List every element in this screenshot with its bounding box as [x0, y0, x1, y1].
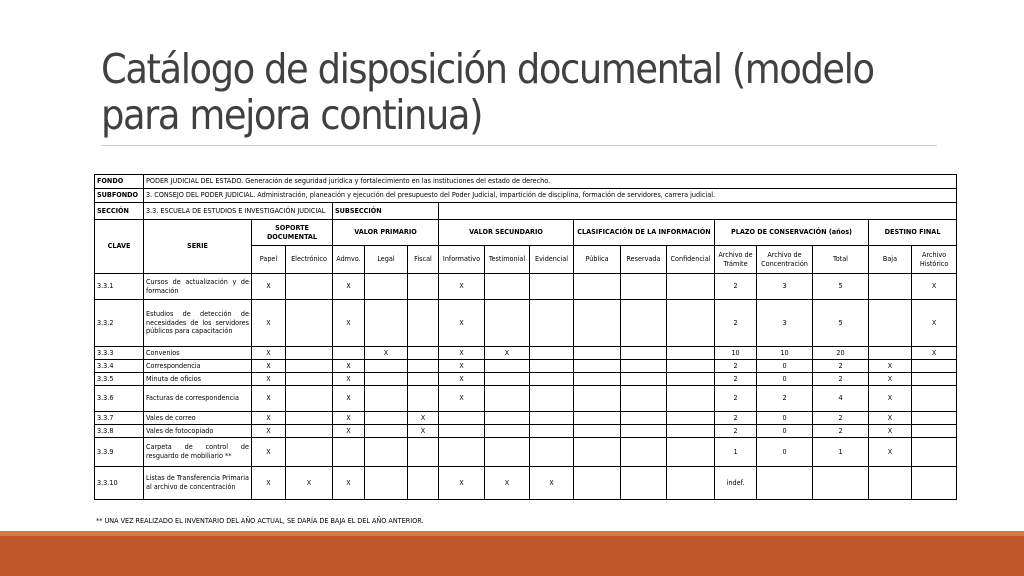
value-cell [485, 438, 530, 467]
value-cell: 0 [757, 412, 813, 425]
subheader-cell: Total [813, 246, 869, 274]
serie-cell: Vales de correo [144, 412, 252, 425]
value-cell: 2 [715, 274, 757, 300]
subseccion-value [439, 203, 957, 220]
value-cell [667, 347, 715, 360]
value-cell [365, 412, 408, 425]
table-row [95, 412, 957, 425]
table-row [95, 360, 957, 373]
value-cell: 3 [757, 300, 813, 347]
slide-title: Catálogo de disposición documental (modelo para mejora continua) [101, 45, 874, 139]
value-cell: 1 [813, 438, 869, 467]
fondo-label: FONDO [95, 175, 144, 189]
value-cell: 2 [813, 360, 869, 373]
table-row [95, 300, 957, 347]
value-cell: 2 [757, 386, 813, 412]
disposition-catalog-table [94, 174, 957, 500]
value-cell: X [869, 386, 912, 412]
value-cell: X [869, 373, 912, 386]
value-cell [530, 412, 574, 425]
clave-cell: 3.3.1 [95, 274, 144, 300]
value-cell [408, 467, 439, 500]
value-cell [667, 412, 715, 425]
subheader-cell: Archivo de Trámite [715, 246, 757, 274]
subheader-cell: Electrónico [286, 246, 333, 274]
value-cell: X [333, 412, 365, 425]
value-cell: X [912, 347, 957, 360]
value-cell [912, 425, 957, 438]
value-cell: X [439, 347, 485, 360]
subheader-cell: Archivo de Concentración [757, 246, 813, 274]
value-cell [530, 347, 574, 360]
value-cell [530, 386, 574, 412]
value-cell [365, 425, 408, 438]
value-cell [485, 425, 530, 438]
clave-cell: 3.3.10 [95, 467, 144, 500]
value-cell: X [252, 373, 286, 386]
value-cell [408, 360, 439, 373]
value-cell [574, 438, 621, 467]
value-cell [667, 360, 715, 373]
table-row [95, 467, 957, 500]
value-cell [574, 467, 621, 500]
value-cell [621, 274, 667, 300]
value-cell: X [530, 467, 574, 500]
header-valor-secundario: VALOR SECUNDARIO [439, 220, 574, 246]
clave-cell: 3.3.4 [95, 360, 144, 373]
value-cell [408, 274, 439, 300]
value-cell [408, 300, 439, 347]
value-cell [286, 347, 333, 360]
value-cell: 2 [715, 425, 757, 438]
value-cell: 2 [715, 300, 757, 347]
value-cell: 4 [813, 386, 869, 412]
value-cell [530, 373, 574, 386]
value-cell [667, 425, 715, 438]
value-cell [530, 300, 574, 347]
value-cell [574, 412, 621, 425]
serie-cell: Listas de Transferencia Primaria al archivo de concentración [144, 467, 252, 500]
value-cell: 2 [715, 360, 757, 373]
value-cell: 0 [757, 438, 813, 467]
value-cell [574, 360, 621, 373]
value-cell: X [408, 425, 439, 438]
footer-accent-bar [0, 531, 1024, 576]
value-cell [912, 360, 957, 373]
serie-cell: Carpeta de control de resguardo de mobiliario ** [144, 438, 252, 467]
serie-cell: Convenios [144, 347, 252, 360]
value-cell: X [912, 300, 957, 347]
value-cell [530, 360, 574, 373]
header-serie: SERIE [144, 220, 252, 274]
value-cell [574, 347, 621, 360]
value-cell [408, 373, 439, 386]
value-cell [439, 425, 485, 438]
value-cell [621, 373, 667, 386]
value-cell [574, 300, 621, 347]
value-cell [408, 386, 439, 412]
value-cell [869, 347, 912, 360]
value-cell: X [252, 467, 286, 500]
value-cell [530, 274, 574, 300]
value-cell: X [869, 360, 912, 373]
value-cell [485, 360, 530, 373]
seccion-value: 3.3. ESCUELA DE ESTUDIOS E INVESTIGACIÓN JUDICIAL [144, 203, 333, 220]
value-cell: 10 [757, 347, 813, 360]
value-cell: 2 [715, 412, 757, 425]
value-cell [365, 386, 408, 412]
value-cell [667, 467, 715, 500]
value-cell [757, 467, 813, 500]
value-cell: 0 [757, 425, 813, 438]
value-cell: X [485, 347, 530, 360]
header-plazo: PLAZO DE CONSERVACIÓN (años) [715, 220, 869, 246]
value-cell: X [333, 300, 365, 347]
value-cell: X [252, 347, 286, 360]
value-cell [869, 467, 912, 500]
value-cell [574, 274, 621, 300]
value-cell: X [912, 274, 957, 300]
value-cell: 0 [757, 360, 813, 373]
value-cell [912, 467, 957, 500]
seccion-label: SECCIÓN [95, 203, 144, 220]
subheader-cell: Admvo. [333, 246, 365, 274]
value-cell [667, 386, 715, 412]
value-cell: 2 [715, 373, 757, 386]
value-cell [485, 373, 530, 386]
subheader-cell: Confidencial [667, 246, 715, 274]
value-cell [912, 373, 957, 386]
value-cell [621, 300, 667, 347]
value-cell [813, 467, 869, 500]
serie-cell: Correspondencia [144, 360, 252, 373]
value-cell [621, 360, 667, 373]
value-cell: X [439, 360, 485, 373]
subheader-cell: Fiscal [408, 246, 439, 274]
value-cell: X [333, 360, 365, 373]
value-cell [365, 274, 408, 300]
value-cell: X [252, 274, 286, 300]
value-cell: X [408, 412, 439, 425]
value-cell: X [252, 386, 286, 412]
value-cell [530, 425, 574, 438]
value-cell: X [252, 425, 286, 438]
value-cell [439, 438, 485, 467]
value-cell [912, 386, 957, 412]
value-cell: 2 [715, 386, 757, 412]
value-cell [621, 347, 667, 360]
value-cell: X [333, 373, 365, 386]
value-cell: X [439, 373, 485, 386]
header-valor-primario: VALOR PRIMARIO [333, 220, 439, 246]
fondo-value: PODER JUDICIAL DEL ESTADO. Generación de seguridad jurídica y fortalecimiento en las instituciones del estado de derecho. [144, 175, 957, 189]
value-cell [621, 438, 667, 467]
value-cell: X [869, 425, 912, 438]
value-cell [408, 347, 439, 360]
value-cell [667, 438, 715, 467]
value-cell [439, 412, 485, 425]
value-cell [286, 360, 333, 373]
value-cell [286, 373, 333, 386]
value-cell: 2 [813, 412, 869, 425]
value-cell: X [333, 386, 365, 412]
serie-cell: Vales de fotocopiado [144, 425, 252, 438]
value-cell [912, 412, 957, 425]
subheader-cell: Informativo [439, 246, 485, 274]
value-cell [333, 438, 365, 467]
clave-cell: 3.3.6 [95, 386, 144, 412]
value-cell: X [365, 347, 408, 360]
clave-cell: 3.3.8 [95, 425, 144, 438]
value-cell [667, 300, 715, 347]
subheader-cell: Pública [574, 246, 621, 274]
value-cell [485, 412, 530, 425]
subheader-cell: Baja [869, 246, 912, 274]
serie-cell: Estudios de detección de necesidades de los servidores públicos para capacitación [144, 300, 252, 347]
clave-cell: 3.3.7 [95, 412, 144, 425]
clave-cell: 3.3.9 [95, 438, 144, 467]
footer-accent-stripe [0, 531, 1024, 536]
value-cell: X [333, 274, 365, 300]
value-cell [365, 373, 408, 386]
value-cell: 2 [813, 373, 869, 386]
clave-cell: 3.3.2 [95, 300, 144, 347]
value-cell [485, 300, 530, 347]
value-cell: X [439, 274, 485, 300]
value-cell: X [869, 438, 912, 467]
header-clave: CLAVE [95, 220, 144, 274]
value-cell: X [286, 467, 333, 500]
clave-cell: 3.3.3 [95, 347, 144, 360]
table-row [95, 373, 957, 386]
value-cell [286, 274, 333, 300]
table-row [95, 386, 957, 412]
value-cell [408, 438, 439, 467]
value-cell: 1 [715, 438, 757, 467]
value-cell: X [252, 412, 286, 425]
value-cell: X [439, 300, 485, 347]
value-cell: X [252, 438, 286, 467]
subheader-cell: Papel [252, 246, 286, 274]
value-cell: 3 [757, 274, 813, 300]
subheader-cell: Legal [365, 246, 408, 274]
value-cell: X [333, 425, 365, 438]
value-cell [667, 274, 715, 300]
value-cell [621, 412, 667, 425]
subheader-cell: Reservada [621, 246, 667, 274]
value-cell: X [485, 467, 530, 500]
subheader-cell: Archivo Histórico [912, 246, 957, 274]
value-cell: X [869, 412, 912, 425]
value-cell [574, 386, 621, 412]
value-cell [286, 300, 333, 347]
value-cell [286, 438, 333, 467]
value-cell: X [333, 467, 365, 500]
value-cell [485, 274, 530, 300]
value-cell [333, 347, 365, 360]
value-cell [574, 425, 621, 438]
value-cell [485, 386, 530, 412]
value-cell [621, 386, 667, 412]
value-cell [286, 412, 333, 425]
value-cell [869, 300, 912, 347]
subfondo-label: SUBFONDO [95, 189, 144, 203]
serie-cell: Facturas de correspondencia [144, 386, 252, 412]
serie-cell: Cursos de actualización y de formación [144, 274, 252, 300]
value-cell: 0 [757, 373, 813, 386]
table-row [95, 274, 957, 300]
value-cell [286, 386, 333, 412]
value-cell [365, 300, 408, 347]
value-cell: X [252, 360, 286, 373]
value-cell [574, 373, 621, 386]
value-cell: X [252, 300, 286, 347]
subheader-cell: Testimonial [485, 246, 530, 274]
value-cell: 5 [813, 274, 869, 300]
value-cell [912, 438, 957, 467]
value-cell: 10 [715, 347, 757, 360]
table-row [95, 347, 957, 360]
value-cell: 2 [813, 425, 869, 438]
value-cell: indef. [715, 467, 757, 500]
serie-cell: Minuta de oficios [144, 373, 252, 386]
clave-cell: 3.3.5 [95, 373, 144, 386]
value-cell [286, 425, 333, 438]
value-cell [869, 274, 912, 300]
value-cell [365, 467, 408, 500]
value-cell [621, 425, 667, 438]
header-destino: DESTINO FINAL [869, 220, 957, 246]
table-row [95, 425, 957, 438]
value-cell [365, 360, 408, 373]
value-cell: 20 [813, 347, 869, 360]
value-cell: 5 [813, 300, 869, 347]
footnote: ** UNA VEZ REALIZADO EL INVENTARIO DEL AÑO ACTUAL, SE DARÍA DE BAJA EL DEL AÑO ANTERIOR. [96, 516, 424, 525]
value-cell [530, 438, 574, 467]
subseccion-label: SUBSECCIÓN [333, 203, 439, 220]
table-row [95, 438, 957, 467]
header-soporte: SOPORTE DOCUMENTAL [252, 220, 333, 246]
subheader-cell: Evidencial [530, 246, 574, 274]
header-clasificacion: CLASIFICACIÓN DE LA INFORMACIÓN [574, 220, 715, 246]
value-cell [667, 373, 715, 386]
value-cell: X [439, 386, 485, 412]
subfondo-value: 3. CONSEJO DEL PODER JUDICIAL. Administración, planeación y ejecución del presupuesto del Poder Judicial, impartición de disciplina, formación de servidores, carrera judicial. [144, 189, 957, 203]
title-divider [101, 145, 937, 146]
value-cell [621, 467, 667, 500]
value-cell: X [439, 467, 485, 500]
value-cell [365, 438, 408, 467]
